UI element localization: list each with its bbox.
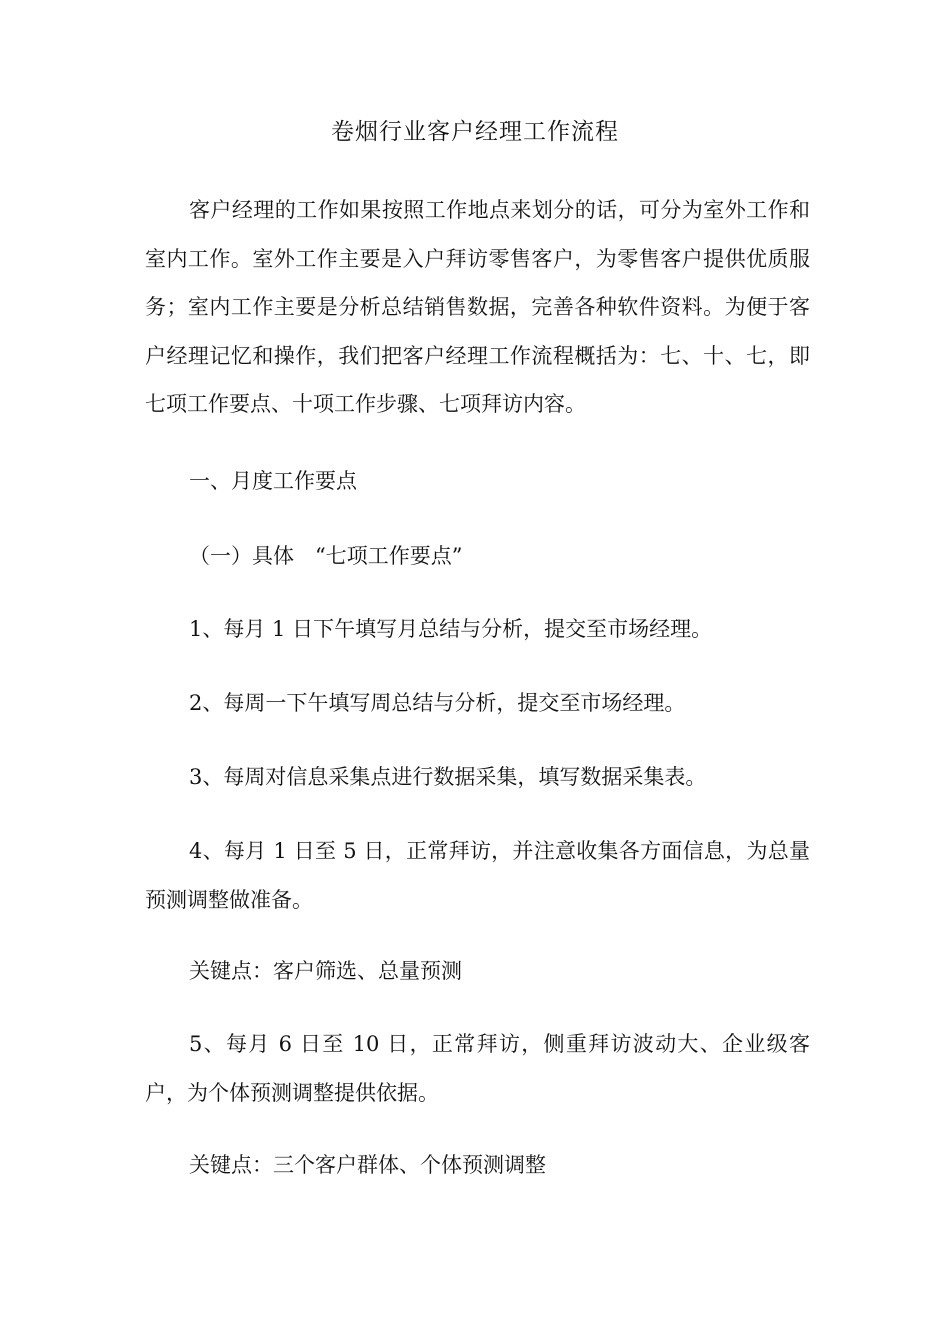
key-point: 关键点：三个客户群体、个体预测调整	[189, 1153, 546, 1177]
section-heading: 一、月度工作要点	[189, 469, 357, 493]
list-item: 3、每周对信息采集点进行数据采集，填写数据采集表。	[189, 765, 707, 789]
subsection-heading: （一）具体 “七项工作要点”	[189, 544, 463, 568]
key-point: 关键点：客户筛选、总量预测	[189, 959, 462, 983]
list-item: 2、每周一下午填写周总结与分析，提交至市场经理。	[189, 691, 686, 715]
document-title: 卷烟行业客户经理工作流程	[331, 119, 619, 145]
intro-paragraph: 客户经理的工作如果按照工作地点来划分的话，可分为室外工作和室内工作。室外工作主要是入户拜访零售客户，为零售客户提供优质服务；室内工作主要是分析总结销售数据，完善各种软件资料。为便于客户经理记忆和操作，我们把客户经理工作流程概括为：七、十、七，即七项工作要点、十项工作步骤、七项拜访内容。	[145, 198, 810, 416]
list-item: 5、每月 6 日至 10 日，正常拜访，侧重拜访波动大、企业级客户，为个体预测调整提供依据。	[145, 1032, 810, 1105]
list-item: 4、每月 1 日至 5 日，正常拜访，并注意收集各方面信息，为总量预测调整做准备。	[145, 839, 810, 912]
list-item: 1、每月 1 日下午填写月总结与分析，提交至市场经理。	[189, 617, 713, 641]
